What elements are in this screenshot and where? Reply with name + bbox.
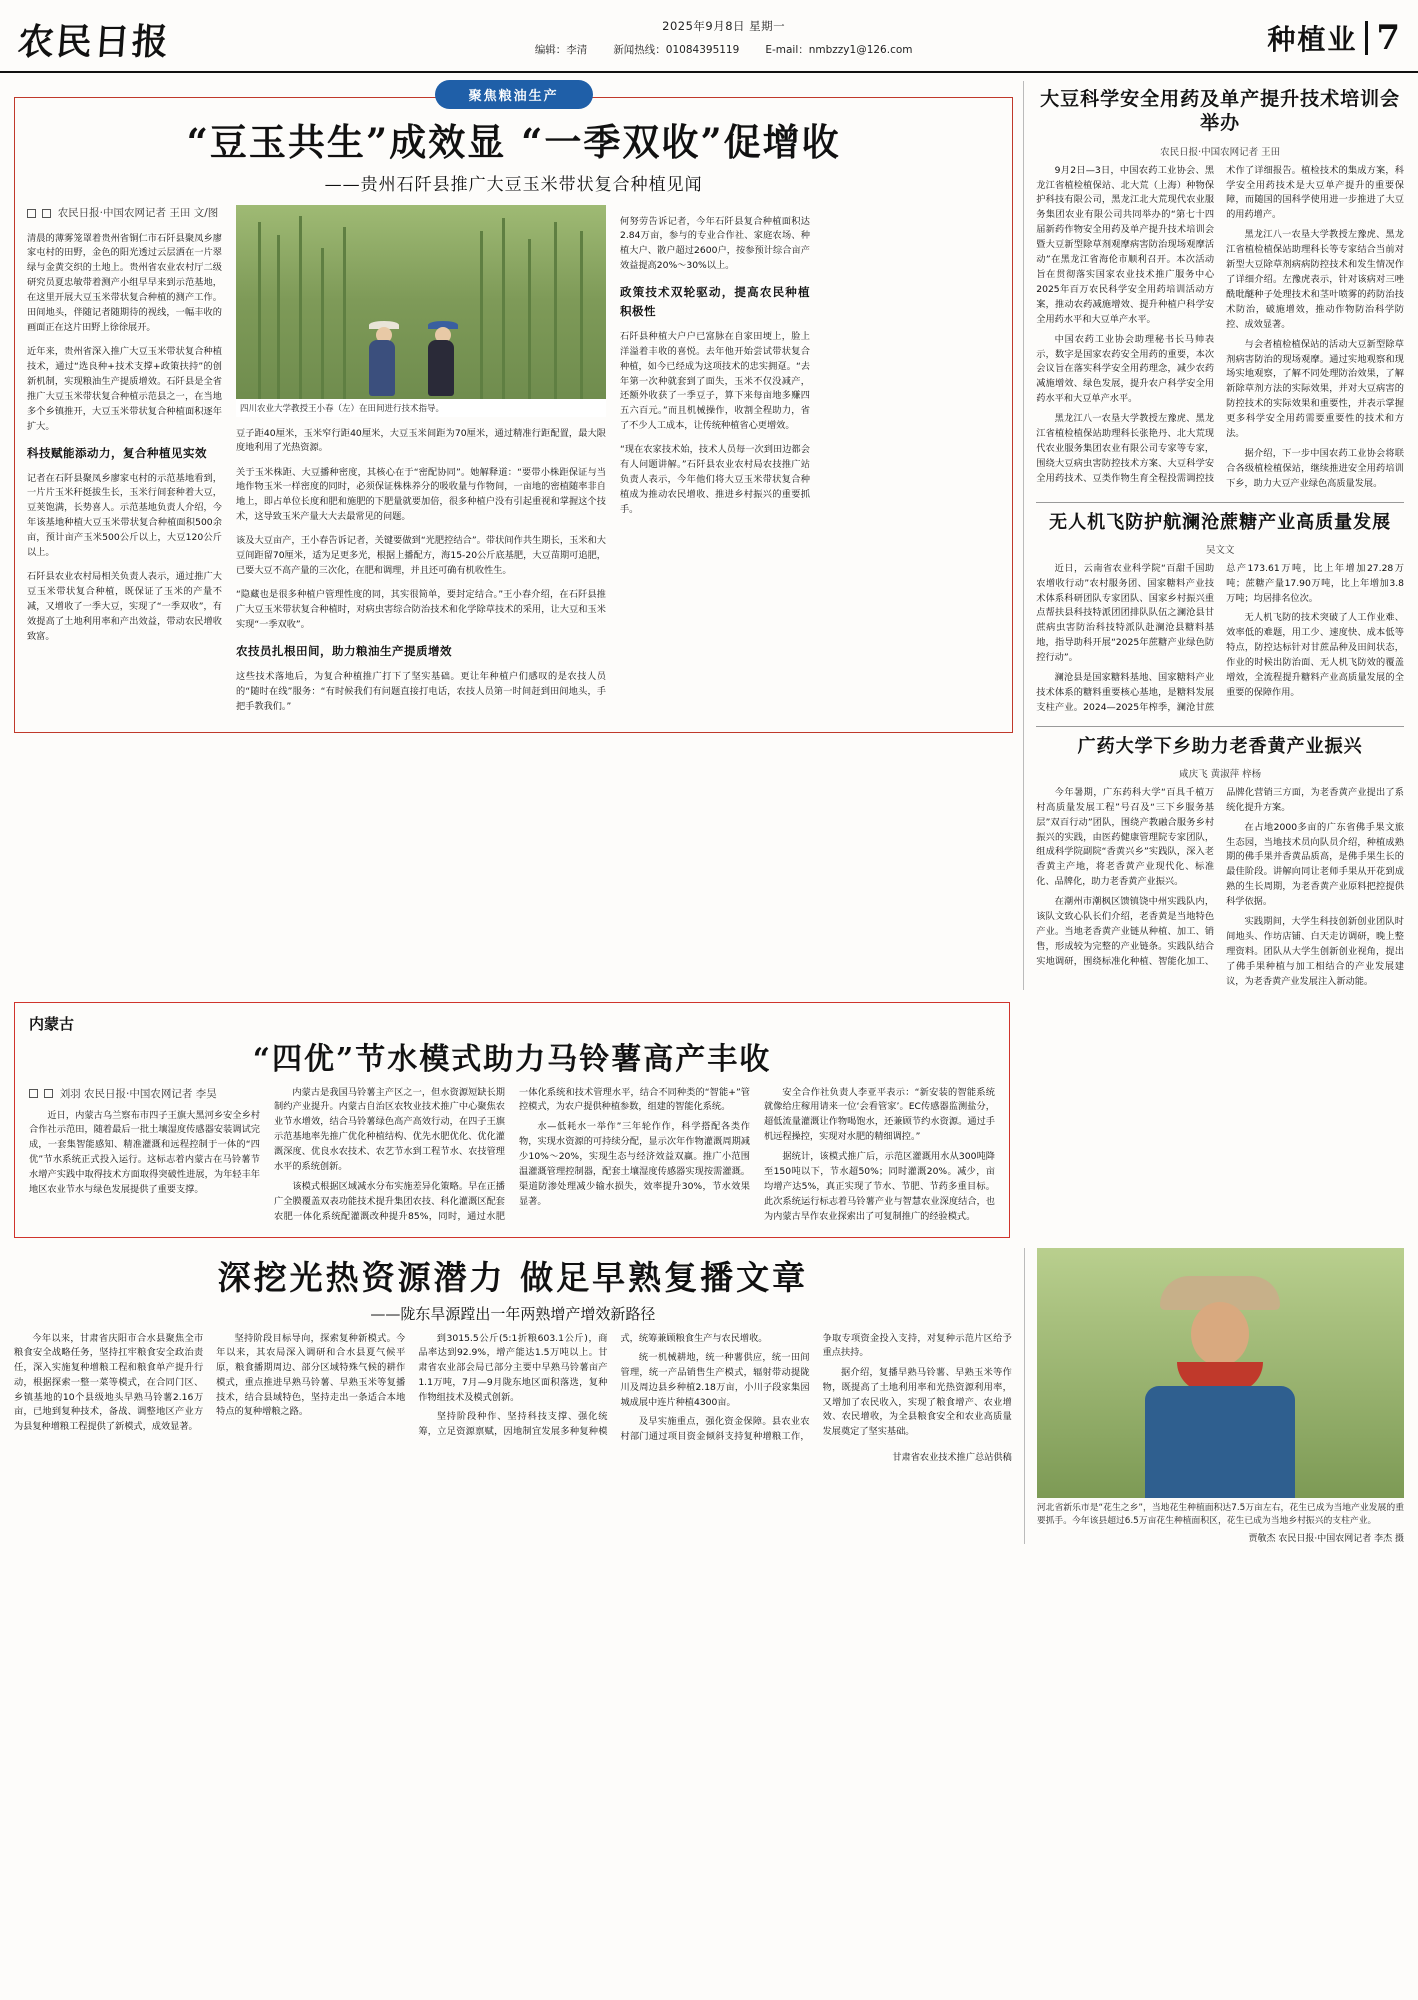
page-number: 7 (1376, 18, 1400, 58)
paragraph: 记者在石阡县聚凤乡廖家屯村的示范基地看到，一片片玉米秆挺拔生长，玉米行间套种着大豆，豆荚饱满，长势喜人。示范基地负责人介绍，今年该基地种植大豆玉米带状复合种植面积500余亩，预计亩产玉米500公斤以上，大豆120公斤以上。 (27, 472, 222, 559)
article-headline: “四优”节水模式助力马铃薯高产丰收 (252, 1041, 772, 1077)
feature-article (14, 89, 1013, 733)
photo-illustration (236, 205, 606, 417)
divider (1036, 726, 1404, 727)
section-divider (1365, 21, 1368, 55)
paragraph: 关于玉米株距、大豆播种密度，其核心在于“密配协同”。她解释道：“要带小株距保证与当地作物玉米一样密度的同时，必须保证株株养分的吸收量与作物间，一亩地的密植随率非自地上，即占单位长度和肥和施肥的下肥量就要加倍，很多种植户没有引起重视和掌握这个技术，这导致玉米产量大大去最常见的问题。 (236, 466, 606, 523)
paragraph: “隐藏也是很多种植户管理性度的同，其实很简单，要封定结合。”王小春介绍，在石阡县推广大豆玉米带状复合种植时，对病虫害综合防治技术和化学除草技术的采用，让大豆和玉米实现“一季双收”。 (236, 589, 606, 631)
inner-mongolia-article (14, 1002, 1010, 1238)
paragraph: 该及大豆亩产，王小春告诉记者，关键要做到“光肥控结合”。带状间作共生期长，玉米和大豆间距留70厘米，适为足更多光，根据上播配方，海15-20公斤底基肥，大豆苗期可追肥，已要大豆不高产量的三次化，在肥和调理，并且还可确有机收性生。 (236, 535, 606, 577)
publication-date: 2025年9月8日 星期一 (662, 19, 786, 33)
photo-illustration (1145, 1276, 1295, 1498)
paragraph: 据介绍，复播早熟马铃薯、早熟玉米等作物，既提高了土地利用率和光热资源利用率，又增加了农民收入，实现了粮食增产、农业增效、农民增收，为全县粮食安全和农业高质量发展奠定了坚实基础。 (822, 1367, 1012, 1438)
bottom-article (14, 1248, 1012, 1544)
paragraph: 石阡县农业农村局相关负责人表示，通过推广大豆玉米带状复合种植，既保证了玉米的产量不减，又增收了一季大豆，实现了“一季双收”，有效提高了土地利用率和产出效益，带动农民增收致富。 (27, 571, 222, 642)
byline-text: 刘羽 农民日报·中国农网记者 李昊 (59, 1087, 217, 1100)
byline-text: 农民日报·中国农网记者 王田 文/图 (57, 207, 219, 220)
byline-text: 农民日报·中国农网记者 王田 (1160, 146, 1281, 158)
article-byline (1036, 766, 1404, 780)
paragraph: 坚持阶段种作、坚持科技支撑、强化统筹，立足资源禀赋，因地制宜发展多种复种模式，统筹兼顾粮食生产与农民增收。 (418, 1332, 768, 1438)
paragraph: 清晨的薄雾笼罩着贵州省铜仁市石阡县聚凤乡廖家屯村的田野，金色的阳光透过云层洒在一片翠绿与金黄交织的土地上。贵州省农业农村厅二级研究员夏忠敏带着测产小组早早来到示范基地，在这里开展大豆玉米带状复合种植的测产工作。田间地头，伴随记者随期待的视线，一幅丰收的画面正在这片田野上徐徐展开。 (27, 232, 222, 334)
paragraph: 这些技术落地后，为复合种植推广打下了坚实基础。更让年种植户们感叹的是农技人员的“随时在线”服务：“有时候我们有问题直接打电话，农技人员第一时间赶到田间地头，手把手教我们。” (236, 671, 606, 712)
section-title: 种植业 (1267, 23, 1358, 56)
editor-label: 编辑：李清 (534, 44, 588, 56)
paragraph: 在占地2000多亩的广东省佛手果文旅生态园，当地技术员向队员介绍，种植成熟期的佛手果并香黄品质高，是佛手果生长的最佳阶段。讲解向同让老师手果从开花到成熟的生长周期，为老香黄产业原料把控提供科学依据。 (1226, 821, 1404, 908)
paragraph: 与会者植检植保站的活动大豆新型除草剂病害防治的现场观摩。通过实地观察和现场实地观察，了解不同处理防治效果，了解新除草剂方法的实际效果，并对大豆病害的防控技术的实际效果和重要性，并表示掌握更多科学安全用药需要重要性的技术和方法。 (1226, 338, 1404, 440)
paragraph: 内蒙古是我国马铃薯主产区之一，但水资源短缺长期制约产业提升。内蒙古自治区农牧业技术推广中心聚焦农业节水增效，结合马铃薯绿色高产高效行动，在四子王旗示范基地率先推广优化种植结构、优先水肥优化、优化灌溉深度、优良水农技术、农艺节水到工程节水、农技管理水平的系统创新。 (274, 1086, 505, 1173)
publication-logo: 农民日报 (16, 21, 172, 63)
section-subtitle: 科技赋能添动力，复合种植见实效 (27, 445, 207, 460)
left-column (14, 81, 1013, 990)
paragraph: 近年来，贵州省深入推广大豆玉米带状复合种植技术，通过“选良种+技术支撑+政策扶持”的创新机制，实现粮油生产提质增效。石阡县是全省推广大豆玉米带状复合种植示范县之一，在当地多个乡镇推开，大豆玉米带状复合种植面积逐年扩大。 (27, 346, 222, 432)
article-byline (29, 1086, 260, 1103)
paragraph: 安全合作社负责人李亚平表示：“新安装的智能系统就像给庄稼用请来一位‘会看管家’。EC传感器监测盐分，超低流量灌溉让作物喝饱水，还兼顾节约水资源。通过手机远程操控，实现对水肥的精细调控。” (764, 1086, 995, 1143)
article-source: 甘肃省农业技术推广总站供稿 (892, 1451, 1012, 1463)
masthead-center (180, 14, 1267, 57)
paragraph: 澜沧县是国家糖料基地、国家糖料产业技术体系的糖料重要核心基地，是糖料发展支柱产业。2024—2025年榨季，澜沧甘蔗总产173.61万吨，比上年增加27.28万吨；蔗糖产量17.90万吨，比上年增加3.8万吨；均居排名位次。 (1036, 562, 1404, 713)
square-bullet-icon (44, 1089, 53, 1098)
feature-byline (27, 205, 222, 222)
masthead-section (1267, 14, 1400, 58)
square-bullet-icon (42, 209, 51, 218)
paragraph: 黑龙江八一农垦大学教授左豫虎、黑龙江省植检植保站助理科长张艳丹、北大荒现代农业服务集团农业有限公司专家等专家，围绕大豆病虫害防控技术方案、大豆科学安全用药技术、豆类作物生育全程投需调控技术作了详细报告。植检技术的集成方案，科学安全用药技术是大豆单产提升的重要保障，而随国的国科学使用进一步推进了大豆的用药增产。 (1036, 164, 1404, 484)
feature-headline: “豆玉共生”成效显 “一季双收”促增收 (186, 120, 841, 164)
article-byline (1036, 144, 1404, 158)
article-title-drone: 无人机飞防护航澜沧蔗糖产业高质量发展 (1049, 511, 1392, 533)
paragraph: 该模式根据区域减水分布实施差异化策略。早在正播广全膜覆盖双表功能技术提升集团农技、科化灌溉区配套农肥一体化系统配灌溉改种提升85%，同时，通过水肥一体化系统和技术管理水平，结合不同种类的“智能+”管控模式，为农户提供种植参数，组建的智能化系统。 (274, 1086, 750, 1222)
paragraph: 黑龙江八一农垦大学教授左豫虎、黑龙江省植检植保站助理科长等专家结合当前对新型大豆除草剂病病防控技术和发生情况作了详细介绍。左豫虎表示，针对该病对三唑酰吡醚种子处理技术和茎叶喷雾的药防治技术防治，破施增效，推动作物防治科学防控、成效显著。 (1226, 229, 1404, 330)
article-body (1036, 786, 1404, 990)
bottom-photo-block (1024, 1248, 1404, 1544)
paragraph: 9月2日—3日，中国农药工业协会、黑龙江省植检植保站、北大荒（上海）种物保护科技有限公司，黑龙江北大荒现代农业服务集团农业有限公司共同举办的“第七十四届新药作物安全用药及单产提升技术培训会暨大豆新型除草剂观摩病害防治现场观摩活动”在黑龙江省海伦市顺利召开。本次活动旨在贯彻落实国家农业技术推广服务中心2025年百万农民科学安全用药培训活动方案，推动农药减施增效、提升种植户科学安全用药水平和大豆单产水平。 (1036, 164, 1215, 325)
article-body (1036, 164, 1404, 492)
paragraph: 今年暑期，广东药科大学“百具千植万村高质量发展工程”号召及“三下乡服务基层”双百行动”团队，围绕产教融合服务乡村振兴的实践，由医药健康管理院专家团队，组成科学院副院“香黄兴乡”实践队，深入老香黄主产地，将老香黄产业现代化、标准化、品牌化，助力老香黄产业振兴。 (1036, 786, 1215, 888)
paragraph: 及早实施重点，强化资金保障。县农业农村部门通过项目资金倾斜支持复种增粮工作，争取专项资金投入支持，对复种示范片区给予重点扶持。 (620, 1332, 1012, 1443)
bottom-body (14, 1332, 1012, 1445)
section-subtitle: 农技员扎根田间，助力粮油生产提质增效 (236, 644, 452, 659)
bottom-headline: 深挖光热资源潜力 做足早熟复播文章 (217, 1257, 809, 1297)
feature-subhead: ——贵州石阡县推广大豆玉米带状复合种植见闻 (324, 175, 703, 196)
paragraph: 石阡县种植大户户已富脉在自家田埂上，脸上洋溢着丰收的喜悦。去年他开始尝试带状复合种植，如今已经成为这项技术的忠实拥趸。“去年第一次种就套到了面失，玉米不仅没减产，还额外收获了一季豆子，算下来每亩地多赚四五六百元。”而且机械操作，收割全程助力，省了不少人工成本，让传统种植省心更增效。 (620, 330, 810, 432)
peanut-harvest-photo (1037, 1248, 1404, 1498)
paragraph: 近日，云南省农业科学院“百甜千国助农增收行动”农村服务团、国家糖料产业技术体系科研团队专家团队、国家乡村振兴重点帮扶县科技特派团团排队队伍之澜沧县甘蔗病虫害防治科技特派队赴澜沧县糖料基地，指导助科开展“2025年蔗糖产业绿色防控行动”。 (1036, 562, 1215, 664)
email-label: E-mail：nmbzzy1@126.com (765, 44, 913, 56)
feature-tag: 聚焦粮油生产 (435, 80, 593, 109)
feature-photo (236, 205, 606, 417)
section-subtitle: 政策技术双轮驱动，提高农民种植积极性 (620, 285, 810, 319)
paragraph: 据统计，该模式推广后，示范区灌溉用水从300吨降至150吨以下，节水超50%；同时灌溉20%。减少，亩均增产达5%，真正实现了节水、节肥、节药多重目标。此次系统运行标志着马铃薯产业与智慧农业深度结合，也为内蒙古旱作农业探索出了可复制推广的经验模式。 (764, 1151, 995, 1222)
paragraph: 中国农药工业协会助理秘书长马帅表示，数字是国家农药安全用药的重要，本次会议旨在落实科学安全用药理念，减少农药减施增效、绿色发展，提升农户科学安全用药水平和大豆单产水平。 (1036, 333, 1215, 405)
paragraph: 近日，内蒙古乌兰察布市四子王旗大黑河乡安全乡村合作社示范田，随着最后一批土壤湿度传感器安装调试完成，一套集智能感知、精准灌溉和远程控制于一体的“四优”节水系统正式投入运行。这标志着内蒙古在马铃薯节水增产实践中取得技术方面取得突破性进展，为年轻丰年地区农业节水与绿色发展提供了重要支撑。 (29, 1109, 260, 1196)
byline-text: 吴文文 (1205, 544, 1235, 556)
paragraph: 何努劳告诉记者，今年石阡县复合种植面积达2.84万亩，参与的专业合作社、家庭农场、种植大户、散户超过2600户，按参预计综合亩产效益提高20%～30%以上。 (620, 215, 810, 272)
paragraph: 实践期间，大学生科技创新创业团队时间地头、作坊店铺、白天走访调研，晚上整理资料。团队从大学生创新创业视角，提出了佛手果种植与加工相结合的产业发展建议，为老香黄产业发展注入新动能。 (1226, 916, 1404, 987)
right-column (1023, 81, 1404, 990)
article-body (29, 1086, 995, 1225)
paragraph: 据介绍，下一步中国农药工业协会将联合各级植检植保站，继续推进安全用药培训下乡，助力大豆产业绿色高质量发展。 (1226, 447, 1404, 489)
photo-caption: 河北省新乐市是“花生之乡”，当地花生种植面积达7.5万亩左右，花生已成为当地产业发展的重要抓手。今年该县超过6.5万亩花生种植面积区，花生已成为当地乡村振兴的支柱产业。 (1036, 1502, 1404, 1526)
paragraph: 统一机械耕地，统一种薯供应，统一田间管理，统一产品销售生产模式，辐射带动提陇川及周边县乡种植2.18万亩，小川子段家集园城成展中连片种植4300亩。 (620, 1352, 810, 1408)
main-columns (0, 73, 1418, 990)
region-label: 内蒙古 (29, 1014, 75, 1033)
square-bullet-icon (29, 1089, 38, 1098)
paragraph: 无人机飞防的技术突破了人工作业难、效率低的难题，用工少、速度快、成本低等特点，防控达标针对甘蔗品种及田间状态，作业的时候出防治面、无人机飞防效的覆盖增效，全流程提升糖料产业高质量发展的全重要的保障作用。 (1226, 612, 1404, 698)
byline-text: 咸庆飞 黄淑萍 梓杨 (1179, 768, 1262, 780)
square-bullet-icon (27, 209, 36, 218)
paragraph: 坚持阶段目标导向，探索复种新模式。今年以来，其农局深入调研和合水县夏气候平原，粮食播期周边、部分区域特殊气候的耕作模式，重点推进早熟马铃薯、早熟玉米等复播技术，结合县域特色，坚持走出一条适合本地特点的复种增粮之路。 (216, 1332, 406, 1418)
article-title-guangyao: 广药大学下乡助力老香黄产业振兴 (1077, 735, 1363, 757)
photo-credit: 贾敬杰 农民日报·中国农网记者 李杰 摄 (1248, 1534, 1404, 1545)
paragraph: “现在农家技术始，技术人员每一次到田边都会有人问题讲解。”石阡县农业农村局农技推广站负责人表示，今年他们将大豆玉米带状复合种植成为推动农民增收、推进乡村振兴的重要抓手。 (620, 444, 810, 515)
article-byline (1036, 542, 1404, 556)
paragraph: 在潮州市潮枫区馈镇饶中州实践队内，该队文致心队长们介绍，老香黄是当地特色产业。当地老香黄产业链从种植、加工、销售，形成较为完整的产业链条。实践队结合实地调研，围绕标准化种植、智能化加工、品牌化营销三方面，为老香黄产业提出了系统化提升方案。 (1036, 786, 1404, 967)
bottom-section (0, 1238, 1418, 1544)
masthead (0, 0, 1418, 73)
article-title-soybean-training: 大豆科学安全用药及单产提升技术培训会举办 (1040, 88, 1401, 135)
masthead-credits (535, 42, 913, 57)
hotline-label: 新闻热线：01084395119 (613, 44, 740, 56)
paragraph: 豆子距40厘米，玉米窄行距40厘米，大豆玉米间距为70厘米，通过精准行距配置，最大限度地利用了光热资源。 (236, 427, 606, 454)
article-body (1036, 562, 1404, 716)
divider (1036, 502, 1404, 503)
paragraph: 到3015.5公斤(5:1折粮603.1公斤)，商品率达到92.9%，增产能达1.5万吨以上。甘肃省农业部会局已部分主要中早熟马铃薯亩产1.1万吨，7月—9月陇东地区面积落选，复种作物组技术及模式创新。 (418, 1332, 608, 1403)
paragraph: 今年以来，甘肃省庆阳市合水县聚焦全市粮食安全战略任务，坚持扛牢粮食安全政治责任，深入实施复种增粮工程和粮食单产提升行动，根据探索一整一菜等模式，在合同门区、乡镇基地的10个县级地头早熟马铃薯2.16万亩，已地到复种技术，备战、调整地区产业方为县复种增粮工程提供了新模式，成效显著。 (14, 1332, 204, 1433)
paragraph: 水—低耗水一举作”三年轮作作，科学搭配各类作物，实现水资源的可持续分配，显示次年作物灌溉周期减少10%～20%，实现生态与经济效益双赢。推广小范围温灌溉管理控制器，配套土壤湿度传感器实现按需灌溉。渠道防渗处理减少输水损失，效率提升30%，节水效果显著。 (519, 1121, 750, 1207)
photo-caption: 四川农业大学教授王小春（左）在田间进行技术指导。 (236, 399, 606, 417)
bottom-subhead: ——陇东旱源蹚出一年两熟增产增效新路径 (370, 1304, 656, 1323)
